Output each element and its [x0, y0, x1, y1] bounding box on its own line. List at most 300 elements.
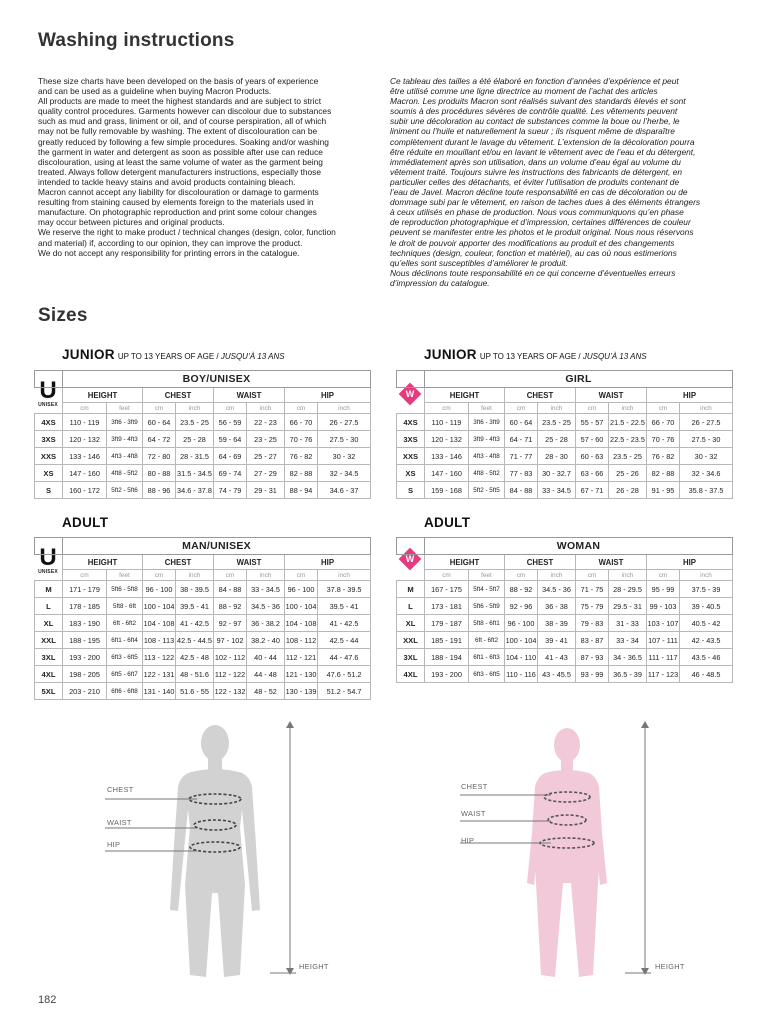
woman-hip-label: HIP — [461, 836, 475, 845]
table-cell: 25 - 28 — [176, 431, 214, 448]
table-cell: 113 - 122 — [143, 649, 176, 666]
man-chest-label: CHEST — [107, 785, 134, 794]
size-label: 3XS — [397, 431, 425, 448]
table-cell: 70 - 76 — [285, 431, 318, 448]
table-cell: 110 - 119 — [63, 414, 107, 431]
unit-header-inch: inch — [680, 570, 733, 581]
unit-header-inch: inch — [318, 570, 371, 581]
table-cell: 34.6 - 37.8 — [176, 482, 214, 499]
table-cell: 32 - 34.5 — [318, 465, 371, 482]
table-row — [35, 482, 371, 499]
table-cell: 25 - 28 — [538, 431, 576, 448]
junior-subtitle-fr: JUSQU’À 13 ANS — [220, 352, 285, 361]
table-cell: 39 - 41 — [538, 632, 576, 649]
table-cell: 36 - 38.2 — [247, 615, 285, 632]
table-cell: 76 - 82 — [285, 448, 318, 465]
table-cell: 28 - 30 — [538, 448, 576, 465]
table-cell: 23.5 - 25 — [176, 414, 214, 431]
table-corner — [35, 403, 63, 414]
table-cell: 48 - 51.6 — [176, 666, 214, 683]
table-cell: 32 - 34.6 — [680, 465, 733, 482]
table-cell: 6ft - 6ft2 — [469, 632, 505, 649]
table-title: MAN/UNISEX — [63, 538, 371, 555]
table-corner — [35, 371, 63, 388]
table-cell: 4ft8 - 5ft2 — [469, 465, 505, 482]
table-corner — [397, 371, 425, 388]
table-cell: 4ft3 - 4ft8 — [107, 448, 143, 465]
unit-header-cm: cm — [285, 403, 318, 414]
table-cell: 39 - 40.5 — [680, 598, 733, 615]
size-label: 4XL — [397, 666, 425, 683]
column-header-waist: WAIST — [576, 388, 647, 403]
unit-header-cm: cm — [425, 570, 469, 581]
table-cell: 42.5 - 44.5 — [176, 632, 214, 649]
unit-header-inch: inch — [247, 570, 285, 581]
table-cell: 76 - 82 — [647, 448, 680, 465]
page-number: 182 — [38, 994, 57, 1006]
table-cell: 82 - 88 — [647, 465, 680, 482]
table-cell: 104 - 108 — [143, 615, 176, 632]
table-cell: 112 - 122 — [214, 666, 247, 683]
table-cell: 26 - 27.5 — [318, 414, 371, 431]
table-cell: 133 - 146 — [63, 448, 107, 465]
unit-header-inch: inch — [176, 403, 214, 414]
table-cell: 88 - 94 — [285, 482, 318, 499]
table-cell: 34.5 - 36 — [538, 581, 576, 598]
table-cell: 107 - 111 — [647, 632, 680, 649]
unit-header-feet: feet — [469, 403, 505, 414]
junior-label: JUNIOR — [62, 347, 115, 362]
sizes-title: Sizes — [38, 305, 88, 326]
man-waist-label: WAIST — [107, 818, 132, 827]
table-cell: 171 - 179 — [63, 581, 107, 598]
table-cell: 43 - 45.5 — [538, 666, 576, 683]
column-header-waist: WAIST — [576, 555, 647, 570]
size-label: XXS — [35, 448, 63, 465]
table-cell: 104 - 110 — [505, 649, 538, 666]
intro-french: Ce tableau des tailles a été élaboré en fonction d’années d’expérience et peut être utilisé comme une ligne directrice au moment de l’achat des articles Macron. Les produits Macron sont réalisés suivant des standards élevés et sont soumis à des procédures sévères de contrôle qualité. Les vêtements peuvent subir une décoloration au contact de substances comme la boue ou l’herbe, le liniment ou l’huile et naturellement la sueur ; ils risquent même de disparaître complètement durant le lavage du vêtement. L’extension de la décoloration pourra être réduite en mouillant et/ou en lavant le vêtement avec de l’eau et du détergent, immédiatement après son utilisation, dans un volume d’eau égal au volume du vêtement traité. Toujours suivre les instructions des fabricants de détergent, en particulier celles des détachants, et éviter l’utilisation de produits contenant de l’eau de Javel. Macron décline toute responsabilité en cas de décoloration ou de dommage subi par le vêtement, en raison de taches dues à des éléments étrangers à ceux utilisés en phase de production. Nous vous communiquons qu’en phase de reproduction photographique et d’impression, certaines différences de couleur peuvent se manifester entre les photos et le produit original. Nous nous réservons le droit de pouvoir apporter des modifications au produit et des changements techniques (design, couleur, fonction et matériel), au cas où nous estimerions qu’elles sont susceptibles d’améliorer le produit. Nous déclinons toute responsabilité en ce qui concerne d’éventuelles erreurs d’impression du catalogue. — [390, 76, 701, 288]
table-cell: 25 - 26 — [609, 465, 647, 482]
table-cell: 120 - 132 — [63, 431, 107, 448]
table-cell: 88 - 92 — [214, 598, 247, 615]
size-label: 4XL — [35, 666, 63, 683]
table-cell: 70 - 76 — [647, 431, 680, 448]
table-cell: 71 - 77 — [505, 448, 538, 465]
table-row — [397, 448, 733, 465]
unit-header-cm: cm — [63, 403, 107, 414]
table-row — [35, 465, 371, 482]
table-cell: 5ft4 - 5ft7 — [469, 581, 505, 598]
table-cell: 33 - 34 — [609, 632, 647, 649]
table-cell: 84 - 88 — [214, 581, 247, 598]
column-header-height: HEIGHT — [63, 388, 143, 403]
table-cell: 38 - 39 — [538, 615, 576, 632]
table-cell: 173 - 181 — [425, 598, 469, 615]
column-header-waist: WAIST — [214, 555, 285, 570]
table-cell: 188 - 194 — [425, 649, 469, 666]
column-header-chest: CHEST — [505, 555, 576, 570]
table-row — [35, 683, 371, 700]
table-cell: 6ft - 6ft2 — [107, 615, 143, 632]
unit-header-inch: inch — [538, 403, 576, 414]
table-cell: 185 - 191 — [425, 632, 469, 649]
junior-label: JUNIOR — [424, 347, 477, 362]
table-cell: 102 - 112 — [214, 649, 247, 666]
size-label: XXL — [397, 632, 425, 649]
table-cell: 64 - 69 — [214, 448, 247, 465]
column-header-height: HEIGHT — [63, 555, 143, 570]
girl-size-table — [396, 370, 733, 499]
table-cell: 6ft6 - 6ft8 — [107, 683, 143, 700]
woman-height-label: HEIGHT — [655, 962, 685, 971]
table-cell: 92 - 97 — [214, 615, 247, 632]
table-cell: 4ft8 - 5ft2 — [107, 465, 143, 482]
table-cell: 110 - 116 — [505, 666, 538, 683]
table-row — [397, 598, 733, 615]
table-cell: 3ft9 - 4ft3 — [107, 431, 143, 448]
woman-icon-letter: W — [405, 554, 415, 564]
table-cell: 96 - 100 — [285, 581, 318, 598]
table-cell: 4ft3 - 4ft8 — [469, 448, 505, 465]
table-cell: 198 - 205 — [63, 666, 107, 683]
table-cell: 43.5 - 46 — [680, 649, 733, 666]
table-row — [397, 581, 733, 598]
table-row — [35, 448, 371, 465]
table-cell: 51.6 - 55 — [176, 683, 214, 700]
table-row — [397, 649, 733, 666]
table-cell: 71 - 75 — [576, 581, 609, 598]
table-cell: 193 - 200 — [425, 666, 469, 683]
table-cell: 6ft1 - 6ft3 — [469, 649, 505, 666]
junior-heading-left — [62, 347, 285, 362]
unit-header-inch: inch — [609, 570, 647, 581]
table-cell: 42 - 43.5 — [680, 632, 733, 649]
size-label: 3XL — [397, 649, 425, 666]
column-header-hip: HIP — [285, 555, 371, 570]
size-label: S — [397, 482, 425, 499]
table-cell: 99 - 103 — [647, 598, 680, 615]
table-cell: 96 - 100 — [143, 581, 176, 598]
unit-header-feet: feet — [107, 570, 143, 581]
size-label: 3XS — [35, 431, 63, 448]
table-cell: 104 - 108 — [285, 615, 318, 632]
table-cell: 112 - 121 — [285, 649, 318, 666]
table-cell: 23 - 25 — [247, 431, 285, 448]
table-cell: 3ft9 - 4ft3 — [469, 431, 505, 448]
table-cell: 38.2 - 40 — [247, 632, 285, 649]
table-cell: 120 - 132 — [425, 431, 469, 448]
table-corner — [35, 555, 63, 570]
table-corner — [397, 555, 425, 570]
table-cell: 77 - 83 — [505, 465, 538, 482]
table-cell: 88 - 96 — [143, 482, 176, 499]
unit-header-cm: cm — [214, 403, 247, 414]
washing-title: Washing instructions — [38, 30, 235, 51]
table-corner — [35, 538, 63, 555]
table-row — [35, 615, 371, 632]
table-cell: 84 - 88 — [505, 482, 538, 499]
table-cell: 21.5 - 22.5 — [609, 414, 647, 431]
size-label: 4XS — [397, 414, 425, 431]
table-row — [397, 666, 733, 683]
unit-header-cm: cm — [214, 570, 247, 581]
table-cell: 111 - 117 — [647, 649, 680, 666]
woman-silhouette — [527, 728, 607, 977]
adult-heading-left: ADULT — [62, 515, 109, 530]
man-hip-label: HIP — [107, 840, 121, 849]
table-cell: 22.5 - 23.5 — [609, 431, 647, 448]
unit-header-inch: inch — [538, 570, 576, 581]
woman-size-table — [396, 537, 733, 683]
table-row — [35, 581, 371, 598]
table-cell: 117 - 123 — [647, 666, 680, 683]
table-cell: 203 - 210 — [63, 683, 107, 700]
table-cell: 28 - 29.5 — [609, 581, 647, 598]
unisex-icon-text: UNISEX — [38, 569, 58, 575]
table-cell: 48 - 52 — [247, 683, 285, 700]
table-cell: 87 - 93 — [576, 649, 609, 666]
table-cell: 160 - 172 — [63, 482, 107, 499]
table-cell: 92 - 96 — [505, 598, 538, 615]
size-label: XXS — [397, 448, 425, 465]
table-cell: 40 - 44 — [247, 649, 285, 666]
table-cell: 159 - 168 — [425, 482, 469, 499]
adult-heading-right: ADULT — [424, 515, 471, 530]
table-cell: 29.5 - 31 — [609, 598, 647, 615]
table-cell: 42.5 - 44 — [318, 632, 371, 649]
table-corner — [397, 570, 425, 581]
table-row — [397, 431, 733, 448]
unit-header-inch: inch — [176, 570, 214, 581]
table-cell: 29 - 31 — [247, 482, 285, 499]
table-cell: 108 - 113 — [143, 632, 176, 649]
table-cell: 40.5 - 42 — [680, 615, 733, 632]
junior-subtitle — [118, 352, 285, 361]
table-cell: 33 - 34.5 — [247, 581, 285, 598]
unit-header-cm: cm — [285, 570, 318, 581]
table-cell: 56 - 59 — [214, 414, 247, 431]
column-header-chest: CHEST — [505, 388, 576, 403]
table-cell: 110 - 119 — [425, 414, 469, 431]
column-header-height: HEIGHT — [425, 555, 505, 570]
unit-header-cm: cm — [647, 403, 680, 414]
table-cell: 28 - 31.5 — [176, 448, 214, 465]
table-cell: 36 - 38 — [538, 598, 576, 615]
table-cell: 36.5 - 39 — [609, 666, 647, 683]
table-cell: 33 - 34.5 — [538, 482, 576, 499]
table-cell: 37.8 - 39.5 — [318, 581, 371, 598]
table-cell: 66 - 70 — [285, 414, 318, 431]
table-cell: 5ft6 - 5ft8 — [107, 581, 143, 598]
table-cell: 100 - 104 — [505, 632, 538, 649]
size-label: XS — [397, 465, 425, 482]
table-cell: 193 - 200 — [63, 649, 107, 666]
table-row — [35, 598, 371, 615]
column-header-height: HEIGHT — [425, 388, 505, 403]
table-cell: 5ft2 - 5ft5 — [469, 482, 505, 499]
size-label: L — [397, 598, 425, 615]
junior-subtitle-en: UP TO 13 YEARS OF AGE / — [117, 352, 221, 361]
table-cell: 46 - 48.5 — [680, 666, 733, 683]
column-header-chest: CHEST — [143, 388, 214, 403]
table-cell: 5ft8 - 6ft1 — [469, 615, 505, 632]
table-cell: 22 - 23 — [247, 414, 285, 431]
table-cell: 167 - 175 — [425, 581, 469, 598]
table-cell: 91 - 95 — [647, 482, 680, 499]
table-cell: 44 - 48 — [247, 666, 285, 683]
table-cell: 97 - 102 — [214, 632, 247, 649]
table-corner — [397, 388, 425, 403]
table-cell: 38 - 39.5 — [176, 581, 214, 598]
table-cell: 27.5 - 30 — [318, 431, 371, 448]
man-unisex-size-table — [34, 537, 371, 700]
unit-header-cm: cm — [143, 403, 176, 414]
table-cell: 6ft3 - 6ft5 — [107, 649, 143, 666]
table-cell: 44 - 47.6 — [318, 649, 371, 666]
unit-header-inch: inch — [247, 403, 285, 414]
table-cell: 80 - 88 — [143, 465, 176, 482]
size-label: XXL — [35, 632, 63, 649]
table-cell: 74 - 79 — [214, 482, 247, 499]
table-corner — [35, 388, 63, 403]
table-cell: 121 - 130 — [285, 666, 318, 683]
table-cell: 188 - 195 — [63, 632, 107, 649]
woman-body-diagram — [455, 715, 685, 985]
table-row — [397, 632, 733, 649]
unit-header-cm: cm — [505, 403, 538, 414]
table-cell: 23.5 - 25 — [538, 414, 576, 431]
intro-english: These size charts have been developed on the basis of years of experience and can be used as a guideline when buying Macron Products. All products are made to meet the highest standards and are subject to strict quality control procedures. Garments however can discolour due to substances such as mud and grass, liniment or oil, and of course perspiration, all of which may not be fully removable by washing. The extent of discolouration can be greatly reduced by following a few simple procedures. Soaking and/or washing the garment in water and detergent as soon as possible after use can reduce discolouration, using at least the same volume of water as the garment being treated. Always follow detergent manufacturers instructions, especially those intended to tackle heavy stains and avoid products containing bleach. Macron cannot accept any liability for discolouration or damage to garments resulting from staining caused by elements foreign to the materials used in manufacture. On photographic reproduction and print some colour changes may occur between pictures and original products. We reserve the right to make product / technical changes (design, color, function and material) if, according to our opinion, they can improve the product. We do not accept any responsibility for printing errors in the catalogue. — [38, 76, 336, 258]
size-label: L — [35, 598, 63, 615]
size-label: XL — [397, 615, 425, 632]
woman-icon-letter: W — [405, 389, 415, 399]
table-cell: 51.2 - 54.7 — [318, 683, 371, 700]
table-cell: 122 - 132 — [214, 683, 247, 700]
unisex-icon-letter: U — [39, 544, 57, 571]
table-cell: 34.5 - 36 — [247, 598, 285, 615]
table-cell: 39.5 - 41 — [318, 598, 371, 615]
table-cell: 103 - 107 — [647, 615, 680, 632]
table-cell: 5ft6 - 5ft9 — [469, 598, 505, 615]
table-cell: 60 - 64 — [143, 414, 176, 431]
unit-header-cm: cm — [576, 570, 609, 581]
table-title: BOY/UNISEX — [63, 371, 371, 388]
table-cell: 23.5 - 25 — [609, 448, 647, 465]
table-cell: 30 - 32 — [318, 448, 371, 465]
table-cell: 95 - 99 — [647, 581, 680, 598]
man-height-label: HEIGHT — [299, 962, 329, 971]
table-cell: 3ft6 - 3ft9 — [469, 414, 505, 431]
table-cell: 42.5 - 48 — [176, 649, 214, 666]
table-cell: 41 - 42.5 — [318, 615, 371, 632]
table-row — [35, 431, 371, 448]
table-cell: 35.8 - 37.5 — [680, 482, 733, 499]
table-cell: 34.6 - 37 — [318, 482, 371, 499]
table-cell: 147 - 160 — [425, 465, 469, 482]
table-cell: 108 - 112 — [285, 632, 318, 649]
table-title: GIRL — [425, 371, 733, 388]
column-header-hip: HIP — [285, 388, 371, 403]
table-corner — [397, 403, 425, 414]
unit-header-inch: inch — [680, 403, 733, 414]
unit-header-feet: feet — [469, 570, 505, 581]
table-row — [35, 414, 371, 431]
woman-chest-label: CHEST — [461, 782, 488, 791]
unit-header-feet: feet — [107, 403, 143, 414]
size-label: 4XS — [35, 414, 63, 431]
table-cell: 6ft3 - 6ft5 — [469, 666, 505, 683]
table-cell: 6ft5 - 6ft7 — [107, 666, 143, 683]
unit-header-cm: cm — [647, 570, 680, 581]
unit-header-inch: inch — [318, 403, 371, 414]
column-header-hip: HIP — [647, 555, 733, 570]
junior-heading-right — [424, 347, 647, 362]
boy-unisex-size-table — [34, 370, 371, 499]
unit-header-cm: cm — [505, 570, 538, 581]
table-cell: 25 - 27 — [247, 448, 285, 465]
table-cell: 59 - 64 — [214, 431, 247, 448]
size-label: M — [397, 581, 425, 598]
table-cell: 183 - 190 — [63, 615, 107, 632]
size-label: XS — [35, 465, 63, 482]
table-cell: 26 - 28 — [609, 482, 647, 499]
junior-subtitle-en: UP TO 13 YEARS OF AGE / — [479, 352, 583, 361]
table-corner — [397, 538, 425, 555]
unit-header-cm: cm — [576, 403, 609, 414]
unit-header-cm: cm — [63, 570, 107, 581]
size-label: M — [35, 581, 63, 598]
unisex-icon-text: UNISEX — [38, 402, 58, 408]
size-label: 3XL — [35, 649, 63, 666]
table-cell: 27 - 29 — [247, 465, 285, 482]
table-cell: 130 - 139 — [285, 683, 318, 700]
table-cell: 93 - 99 — [576, 666, 609, 683]
table-cell: 75 - 79 — [576, 598, 609, 615]
table-cell: 34 - 36.5 — [609, 649, 647, 666]
table-cell: 5ft2 - 5ft6 — [107, 482, 143, 499]
table-cell: 39.5 - 41 — [176, 598, 214, 615]
table-cell: 60 - 64 — [505, 414, 538, 431]
column-header-hip: HIP — [647, 388, 733, 403]
table-cell: 41 - 42.5 — [176, 615, 214, 632]
table-cell: 64 - 71 — [505, 431, 538, 448]
table-cell: 3ft6 - 3ft9 — [107, 414, 143, 431]
table-cell: 82 - 88 — [285, 465, 318, 482]
table-cell: 83 - 87 — [576, 632, 609, 649]
table-row — [397, 414, 733, 431]
table-cell: 5ft8 - 6ft — [107, 598, 143, 615]
table-cell: 57 - 60 — [576, 431, 609, 448]
table-cell: 30 - 32.7 — [538, 465, 576, 482]
table-cell: 6ft1 - 6ft4 — [107, 632, 143, 649]
table-row — [397, 615, 733, 632]
column-header-waist: WAIST — [214, 388, 285, 403]
junior-subtitle — [480, 352, 647, 361]
table-cell: 178 - 185 — [63, 598, 107, 615]
table-title: WOMAN — [425, 538, 733, 555]
table-cell: 30 - 32 — [680, 448, 733, 465]
junior-subtitle-fr: JUSQU’À 13 ANS — [582, 352, 647, 361]
table-row — [35, 649, 371, 666]
table-cell: 64 - 72 — [143, 431, 176, 448]
table-cell: 31.5 - 34.5 — [176, 465, 214, 482]
table-cell: 69 - 74 — [214, 465, 247, 482]
table-cell: 122 - 131 — [143, 666, 176, 683]
size-label: XL — [35, 615, 63, 632]
table-row — [397, 465, 733, 482]
table-cell: 79 - 83 — [576, 615, 609, 632]
table-cell: 41 - 43 — [538, 649, 576, 666]
